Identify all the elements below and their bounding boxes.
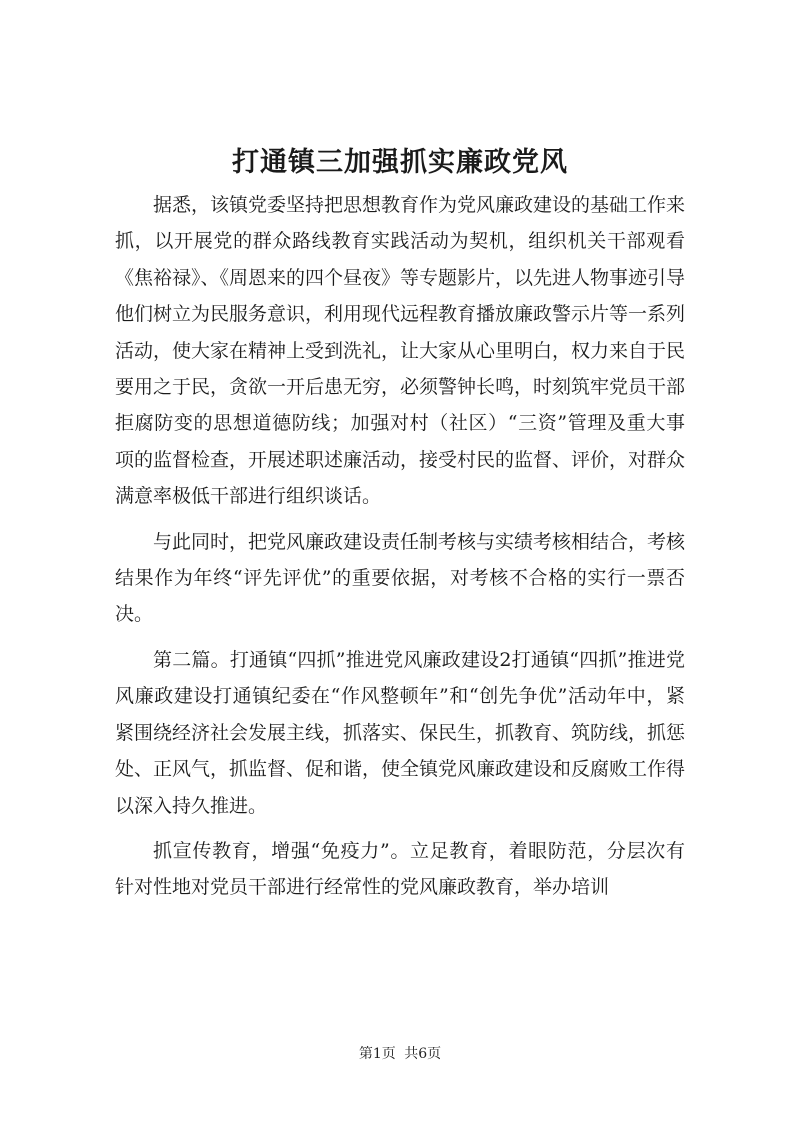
page-footer — [0, 1043, 800, 1063]
document-body — [115, 187, 685, 915]
page-number: 第1页 — [358, 1046, 396, 1062]
page-total: 共6页 — [404, 1046, 442, 1062]
paragraph-1: 据悉，该镇党委坚持把思想教育作为党风廉政建设的基础工作来抓，以开展党的群众路线教育实践活动为契机，组织机关干部观看《焦裕禄》、《周恩来的四个昼夜》等专题影片，以先进人物事迹引导他们树立为民服务意识，利用现代远程教育播放廉政警示片等一系列活动，使大家在精神上受到洗礼，让大家从心里明白，权力来自于民要用之于民，贪欲一开后患无穷，必须警钟长鸣，时刻筑牢党员干部拒腐防变的思想道德防线；加强对村（社区）“三资”管理及重大事项的监督检查，开展述职述廉活动，接受村民的监督、评价，对群众满意率极低干部进行组织谈话。 — [115, 194, 686, 508]
document-title: 打通镇三加强抓实廉政党风 — [232, 147, 568, 178]
paragraph-3: 第二篇。打通镇“四抓”推进党风廉政建设2打通镇“四抓”推进党风廉政建设打通镇纪委在“作风整顿年”和“创先争优”活动年中，紧紧围绕经济社会发展主线，抓落实、保民生，抓教育、筑防线，抓惩处、正风气，抓监督、促和谐，使全镇党风廉政建设和反腐败工作得以深入持久推进。 — [115, 648, 686, 817]
paragraph-2: 与此同时，把党风廉政建设责任制考核与实绩考核相结合，考核结果作为年终“评先评优”的重要依据，对考核不合格的实行一票否决。 — [115, 530, 686, 626]
paragraph-4: 抓宣传教育，增强“免疫力”。立足教育，着眼防范，分层次有针对性地对党员干部进行经常性的党风廉政教育，举办培训 — [115, 839, 685, 899]
